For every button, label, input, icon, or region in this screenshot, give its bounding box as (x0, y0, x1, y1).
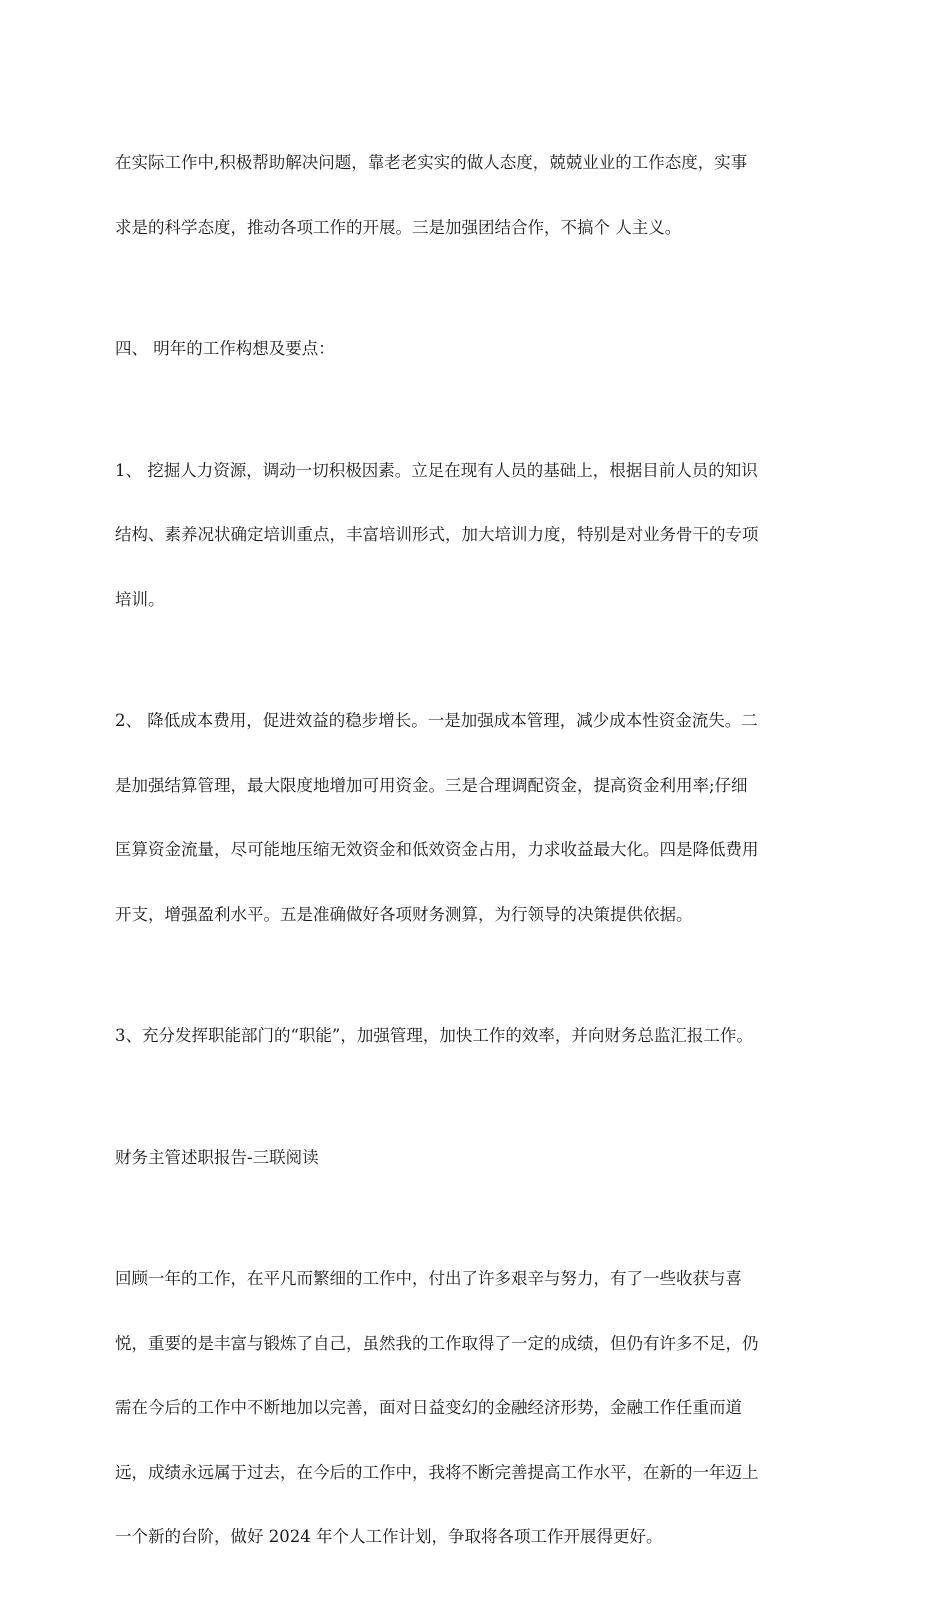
section-heading-next-year-plan (115, 295, 840, 403)
text-line: 悦，重要的是丰富与锻炼了自己，虽然我的工作取得了一定的成绩，但仍有许多不足，仍 (115, 1333, 759, 1353)
text-line: 财务主管述职报告-三联阅读 (115, 1147, 319, 1167)
text-line: 培训。 (115, 589, 165, 609)
paragraph-review (115, 1225, 840, 1591)
text-line: 远，成绩永远属于过去，在今后的工作中，我将不断完善提高工作水平，在新的一年迈上 (115, 1462, 759, 1482)
text-line: 3、充分发挥职能部门的“职能”，加强管理，加快工作的效率，并向财务总监汇报工作。 (115, 1026, 753, 1045)
paragraph-work-attitude (115, 109, 840, 281)
text-line: 在实际工作中,积极帮助解决问题，靠老老实实的做人态度，兢兢业业的工作态度，实事 (115, 153, 748, 172)
text-line: 结构、素养况状确定培训重点，丰富培训形式，加大培训力度，特别是对业务骨干的专项 (115, 525, 759, 544)
paragraph-item-3-functions (115, 982, 840, 1090)
text-line: 四、 明年的工作构想及要点： (115, 339, 335, 358)
paragraph-item-1-human-resources (115, 417, 840, 654)
text-line: 1、 挖掘人力资源，调动一切积极因素。立足在现有人员的基础上，根据目前人员的知识 (115, 460, 758, 480)
report-title (115, 1104, 840, 1212)
text-line: 2、 降低成本费用，促进效益的稳步增长。一是加强成本管理，减少成本性资金流失。二 (115, 711, 758, 730)
document-page (115, 109, 840, 1605)
text-line: 是加强结算管理，最大限度地增加可用资金。三是合理调配资金，提高资金利用率;仔细 (115, 775, 748, 795)
paragraph-item-2-reduce-costs (115, 667, 840, 968)
text-line: 匡算资金流量，尽可能地压缩无效资金和低效资金占用，力求收益最大化。四是降低费用 (115, 840, 759, 859)
text-line: 回顾一年的工作，在平凡而繁细的工作中，付出了许多艰辛与努力，有了一些收获与喜 (115, 1269, 742, 1288)
text-line: 需在今后的工作中不断地加以完善，面对日益变幻的金融经济形势，金融工作任重而道 (115, 1398, 742, 1417)
text-line: 一个新的台阶，做好 2024 年个人工作计划，争取将各项工作开展得更好。 (115, 1527, 663, 1546)
text-line: 求是的科学态度，推动各项工作的开展。三是加强团结合作，不搞个 人主义。 (115, 217, 682, 237)
text-line: 开支，增强盈利水平。五是准确做好各项财务测算，为行领导的决策提供依据。 (115, 904, 693, 924)
